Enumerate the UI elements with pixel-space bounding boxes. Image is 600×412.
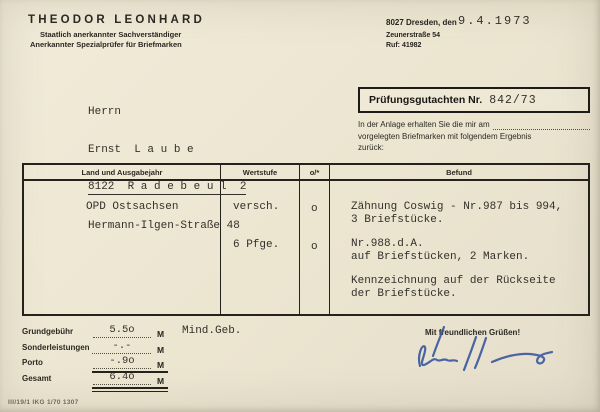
fee-leader-sonderleistungen bbox=[92, 353, 151, 354]
cell-befund bbox=[330, 181, 588, 314]
intro-line-3: zurück: bbox=[358, 143, 384, 152]
wertstufe-row2: 6 Pfge. bbox=[233, 239, 280, 251]
befund-row2-line1: Nr.988.d.A. bbox=[351, 238, 424, 250]
gutachten-label: Prüfungsgutachten Nr. bbox=[369, 94, 483, 106]
document-date: 9.4.1973 bbox=[458, 14, 532, 28]
fee-label-gesamt: Gesamt bbox=[22, 374, 52, 383]
form-print-code: III/19/1 IKG 1/70 1307 bbox=[8, 399, 79, 406]
land-value: OPD Ostsachsen bbox=[86, 201, 179, 213]
fee-leader-porto bbox=[93, 368, 151, 369]
cell-cancellation bbox=[300, 181, 330, 314]
letterhead-subtitle-1: Staatlich anerkannter Sachverständiger bbox=[40, 30, 182, 39]
intro-dotted-leader bbox=[493, 129, 590, 130]
befund-row1-line1: Zähnung Coswig - Nr.987 bis 994, bbox=[351, 201, 563, 213]
sender-street: Zeunerstraße 54 bbox=[386, 32, 441, 39]
befund-row1-line2: 3 Briefstücke. bbox=[351, 214, 444, 226]
befund-note-line1: Kennzeichnung auf der Rückseite bbox=[351, 275, 556, 287]
letterhead-name: THEODOR LEONHARD bbox=[28, 14, 206, 26]
column-header-wertstufe: Wertstufe bbox=[221, 165, 300, 181]
befund-note-line2: der Briefstücke. bbox=[351, 288, 457, 300]
cell-wertstufe bbox=[221, 181, 300, 314]
recipient-name: Ernst L a u b e bbox=[88, 143, 194, 156]
column-header-land: Land und Ausgabejahr bbox=[24, 165, 221, 181]
cancel-mark-row2: o bbox=[311, 241, 318, 253]
fee-value-grundgebuehr: 5.5o bbox=[109, 324, 135, 336]
column-header-cancellation: o/* bbox=[300, 165, 330, 181]
sender-city-line: 8027 Dresden, den bbox=[386, 18, 457, 27]
intro-line-1: In der Anlage erhalten Sie die mir am bbox=[358, 120, 490, 129]
fee-label-sonderleistungen: Sonderleistungen bbox=[22, 343, 90, 352]
fee-leader-grundgebuehr bbox=[93, 337, 151, 338]
fee-unit-gesamt: M bbox=[157, 376, 165, 386]
fee-value-porto: -.9o bbox=[109, 355, 135, 367]
gutachten-number: 842/73 bbox=[489, 93, 537, 107]
fee-unit-sonderleistungen: M bbox=[157, 345, 165, 355]
recipient-street: Hermann-Ilgen-Straße 48 bbox=[88, 219, 240, 232]
sender-phone: Ruf: 41982 bbox=[386, 42, 422, 49]
fee-leader-gesamt bbox=[93, 384, 151, 385]
intro-text bbox=[358, 119, 590, 154]
gutachten-number-box bbox=[358, 87, 590, 113]
fee-total-rule-bottom bbox=[92, 391, 168, 393]
recipient-salutation: Herrn bbox=[88, 106, 122, 118]
cell-land bbox=[24, 181, 221, 314]
intro-line-2: vorgelegten Briefmarken mit folgendem Ergebnis bbox=[358, 131, 532, 141]
letterhead-subtitle-2: Anerkannter Spezialprüfer für Briefmarken bbox=[30, 40, 182, 49]
fee-unit-grundgebuehr: M bbox=[157, 329, 165, 339]
befund-row2-line2: auf Briefstücken, 2 Marken. bbox=[351, 251, 530, 263]
fee-note-mindgeb: Mind.Geb. bbox=[182, 325, 242, 337]
fee-label-porto: Porto bbox=[22, 358, 43, 367]
fee-value-sonderleistungen: -.- bbox=[112, 340, 132, 352]
closing-salutation: Mit freundlichen Grüßen! bbox=[425, 328, 521, 337]
wertstufe-row1: versch. bbox=[233, 201, 280, 213]
fee-total-rule-top bbox=[92, 387, 168, 389]
column-header-befund: Befund bbox=[330, 165, 588, 181]
handwritten-signature bbox=[400, 322, 570, 384]
fee-label-grundgebuehr: Grundgebühr bbox=[22, 327, 74, 336]
results-table bbox=[22, 163, 590, 316]
fee-value-gesamt: 6.4o bbox=[109, 371, 135, 383]
cancel-mark-row1: o bbox=[311, 203, 318, 215]
recipient-city: 8122 R a d e b e u l 2 bbox=[88, 181, 247, 193]
fee-unit-porto: M bbox=[157, 360, 165, 370]
